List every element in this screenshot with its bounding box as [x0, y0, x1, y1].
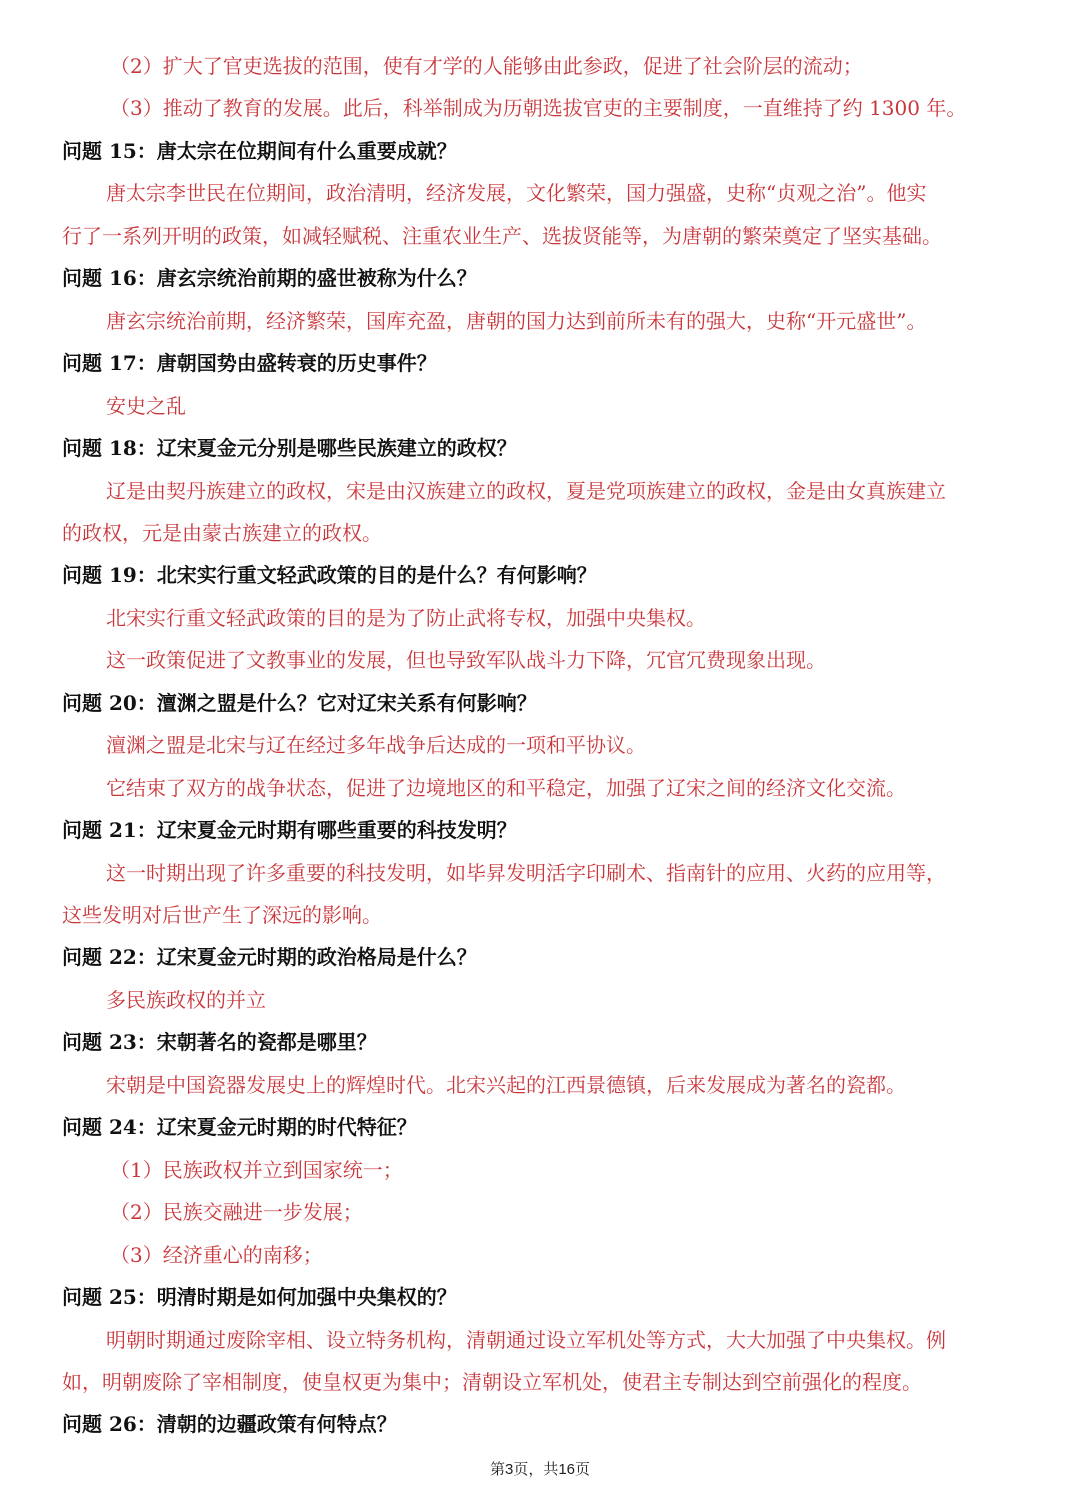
- answer-text: （1）民族政权并立到国家统一；: [110, 1158, 403, 1182]
- answer-text: 多民族政权的并立: [106, 988, 266, 1012]
- answer-text: 这些发明对后世产生了深远的影响。: [62, 903, 382, 927]
- question-heading: 问题 19：北宋实行重文轻武政策的目的是什么？有何影响？: [62, 563, 597, 587]
- answer-text: 宋朝是中国瓷器发展史上的辉煌时代。北宋兴起的江西景德镇，后来发展成为著名的瓷都。: [106, 1073, 906, 1097]
- answer-text: （2）扩大了官吏选拔的范围，使有才学的人能够由此参政，促进了社会阶层的流动；: [110, 54, 863, 78]
- question-heading: 问题 22：辽宋夏金元时期的政治格局是什么？: [62, 945, 477, 969]
- question-heading: 问题 20：澶渊之盟是什么？它对辽宋关系有何影响？: [62, 691, 537, 715]
- question-heading: 问题 15：唐太宗在位期间有什么重要成就？: [62, 139, 457, 163]
- answer-text: 这一政策促进了文教事业的发展，但也导致军队战斗力下降，冗官冗费现象出现。: [106, 648, 826, 672]
- answer-text: 如，明朝废除了宰相制度，使皇权更为集中；清朝设立军机处，使君主专制达到空前强化的程度。: [62, 1370, 922, 1394]
- answer-text: （3）经济重心的南移；: [110, 1243, 323, 1267]
- answer-text: （2）民族交融进一步发展；: [110, 1200, 363, 1224]
- answer-text: 的政权，元是由蒙古族建立的政权。: [62, 521, 382, 545]
- question-heading: 问题 24：辽宋夏金元时期的时代特征？: [62, 1115, 417, 1139]
- answer-text: 辽是由契丹族建立的政权，宋是由汉族建立的政权，夏是党项族建立的政权，金是由女真族建立: [106, 479, 946, 503]
- page-footer: 第3页，共16页: [489, 1461, 591, 1478]
- answer-text: 行了一系列开明的政策，如减轻赋税、注重农业生产、选拔贤能等，为唐朝的繁荣奠定了坚实基础。: [62, 224, 942, 248]
- answer-text: 澶渊之盟是北宋与辽在经过多年战争后达成的一项和平协议。: [106, 733, 646, 757]
- question-heading: 问题 17：唐朝国势由盛转衰的历史事件？: [62, 351, 437, 375]
- answer-text: （3）推动了教育的发展。此后，科举制成为历朝选拔官吏的主要制度，一直维持了约 1300 年。: [110, 96, 967, 120]
- answer-text: 唐太宗李世民在位期间，政治清明，经济发展，文化繁荣，国力强盛，史称“贞观之治”。他实: [106, 181, 927, 205]
- answer-text: 北宋实行重文轻武政策的目的是为了防止武将专权，加强中央集权。: [106, 606, 706, 630]
- question-heading: 问题 25：明清时期是如何加强中央集权的？: [62, 1285, 457, 1309]
- answer-text: 它结束了双方的战争状态，促进了边境地区的和平稳定，加强了辽宋之间的经济文化交流。: [106, 776, 906, 800]
- question-heading: 问题 23：宋朝著名的瓷都是哪里？: [62, 1030, 377, 1054]
- question-heading: 问题 26：清朝的边疆政策有何特点？: [62, 1412, 397, 1436]
- answer-text: 这一时期出现了许多重要的科技发明，如毕昇发明活字印刷术、指南针的应用、火药的应用等，: [106, 861, 946, 885]
- question-heading: 问题 18：辽宋夏金元分别是哪些民族建立的政权？: [62, 436, 517, 460]
- question-heading: 问题 16：唐玄宗统治前期的盛世被称为什么？: [62, 266, 477, 290]
- answer-text: 唐玄宗统治前期，经济繁荣，国库充盈，唐朝的国力达到前所未有的强大，史称“开元盛世”。: [106, 309, 927, 333]
- answer-text: 安史之乱: [106, 394, 186, 418]
- answer-text: 明朝时期通过废除宰相、设立特务机构，清朝通过设立军机处等方式，大大加强了中央集权。例: [106, 1328, 946, 1352]
- question-heading: 问题 21：辽宋夏金元时期有哪些重要的科技发明？: [62, 818, 517, 842]
